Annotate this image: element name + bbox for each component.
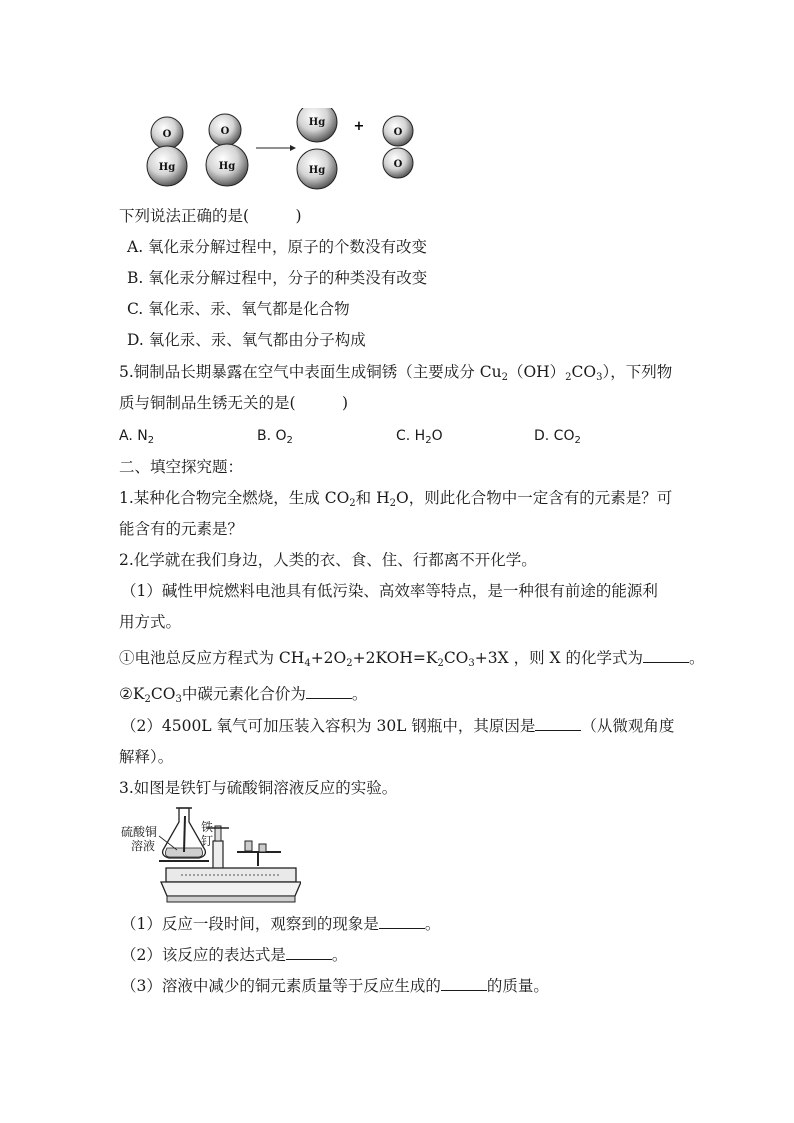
choice-d	[534, 426, 581, 446]
plus-sign: +	[353, 119, 365, 134]
text: 5.铜制品长期暴露在空气中表面生成铜锈（主要成分 Cu	[119, 363, 502, 381]
text: +3X ，则 X 的化学式为	[474, 649, 643, 667]
text: 。	[351, 685, 368, 703]
choice-b	[257, 426, 396, 446]
option-c: C. 氧化汞、汞、氧气都是化合物	[127, 300, 350, 318]
fill-question-2-part-1-line-1: （1）碱性甲烷燃料电池具有低污染、高效率等特点，是一种很有前途的能源利	[121, 582, 658, 600]
answer-blank[interactable]	[286, 945, 332, 960]
figure-label-line: 钉	[201, 834, 214, 848]
figure-label-line: 铁	[201, 820, 214, 834]
text: （1）反应一段时间，观察到的现象是	[121, 915, 379, 933]
text: ），下列物	[602, 363, 673, 381]
option-d: D. 氧化汞、汞、氧气都由分子构成	[127, 331, 366, 349]
subscript: 3	[175, 694, 182, 705]
figure-label-line: 硫酸铜	[121, 825, 158, 839]
subscript: 2	[501, 372, 508, 383]
reaction-arrow	[256, 145, 296, 151]
atom-label: Hg	[308, 117, 326, 128]
choice-c	[396, 426, 534, 446]
subscript: 2	[574, 435, 581, 446]
atom-label: Hg	[158, 162, 176, 173]
figure-label-line: 溶液	[131, 839, 156, 853]
subscript: 4	[304, 658, 311, 669]
fill-question-2-line-1: 2.化学就在我们身边，人类的衣、食、住、行都离不开化学。	[119, 551, 537, 569]
text: ②K	[119, 685, 145, 703]
answer-blank[interactable]	[441, 976, 487, 991]
subscript: 2	[565, 372, 572, 383]
question-5-line-1	[119, 362, 672, 382]
atom-label: O	[393, 159, 403, 170]
subscript: 2	[389, 498, 396, 509]
option-a: A. 氧化汞分解过程中，原子的个数没有改变	[127, 238, 428, 256]
text: CO	[443, 649, 469, 667]
text: （从微观角度	[581, 717, 675, 735]
text: D. CO	[534, 428, 575, 444]
text: 。	[331, 946, 348, 964]
text: 中碳元素化合价为	[181, 685, 306, 703]
text: +2KOH=K	[352, 649, 438, 667]
fill-question-1-line-1	[119, 488, 672, 508]
text: 的质量。	[486, 977, 549, 995]
subscript: 2	[349, 498, 356, 509]
valence-line	[119, 684, 367, 704]
atom-label: O	[220, 126, 230, 137]
subscript: 2	[286, 435, 293, 446]
text: O，则此化合物中一定含有的元素是？可	[396, 489, 673, 507]
answer-blank[interactable]	[306, 684, 352, 699]
fill-question-3-part-1	[121, 914, 440, 934]
fill-question-1-line-2: 能含有的元素是？	[119, 520, 244, 538]
text: （3）溶液中减少的铜元素质量等于反应生成的	[121, 977, 441, 995]
text: 。	[688, 649, 705, 667]
text: （OH）	[507, 363, 566, 381]
question-prompt: 下列说法正确的是( )	[119, 207, 302, 225]
subscript: 2	[147, 435, 155, 446]
fill-question-2-part-2-line-1	[121, 716, 674, 736]
text: （2）4500L 氧气可加压装入容积为 30L 钢瓶中，其原因是	[121, 717, 536, 735]
section-heading: 二、填空探究题：	[119, 458, 244, 476]
fill-question-3-part-2	[121, 945, 347, 965]
text: 。	[424, 915, 441, 933]
fill-question-2-part-2-line-2: 解释）。	[119, 748, 174, 766]
text: 和 H	[355, 489, 390, 507]
fill-question-3-part-3	[121, 976, 549, 996]
text: CO	[150, 685, 176, 703]
equation-line	[119, 648, 704, 668]
answer-blank[interactable]	[535, 716, 581, 731]
text: O	[431, 428, 443, 444]
choice-a	[119, 426, 257, 446]
atom-label: O	[393, 127, 403, 138]
text: +2O	[310, 649, 347, 667]
text: C. H	[396, 428, 426, 444]
mercury-oxide-decomposition-diagram	[140, 108, 430, 196]
subscript: 2	[144, 694, 151, 705]
text: B. O	[257, 428, 287, 444]
subscript: 2	[346, 658, 353, 669]
balance-drawing	[121, 806, 301, 904]
atom-label: Hg	[218, 161, 236, 172]
text: 1.某种化合物完全燃烧，生成 CO	[119, 489, 350, 507]
question-5-choices	[119, 426, 581, 446]
fill-question-2-part-1-line-2: 用方式。	[119, 613, 182, 631]
subscript: 3	[468, 658, 475, 669]
subscript: 2	[437, 658, 444, 669]
subscript: 3	[596, 372, 603, 383]
atom-label: O	[162, 129, 172, 140]
text: CO	[571, 363, 597, 381]
balance-experiment-figure	[121, 806, 301, 904]
fill-question-3-line-1: 3.如图是铁钉与硫酸铜溶液反应的实验。	[119, 779, 398, 797]
subscript: 2	[425, 435, 432, 446]
text: （2）该反应的表达式是	[121, 946, 286, 964]
answer-blank[interactable]	[643, 648, 689, 663]
option-b: B. 氧化汞分解过程中，分子的种类没有改变	[127, 269, 428, 287]
question-5-line-2: 质与铜制品生锈无关的是( )	[119, 394, 349, 412]
text: ①电池总反应方程式为 CH	[119, 649, 305, 667]
text: A. N	[119, 428, 148, 444]
answer-blank[interactable]	[379, 914, 425, 929]
atom-label: Hg	[308, 165, 326, 176]
